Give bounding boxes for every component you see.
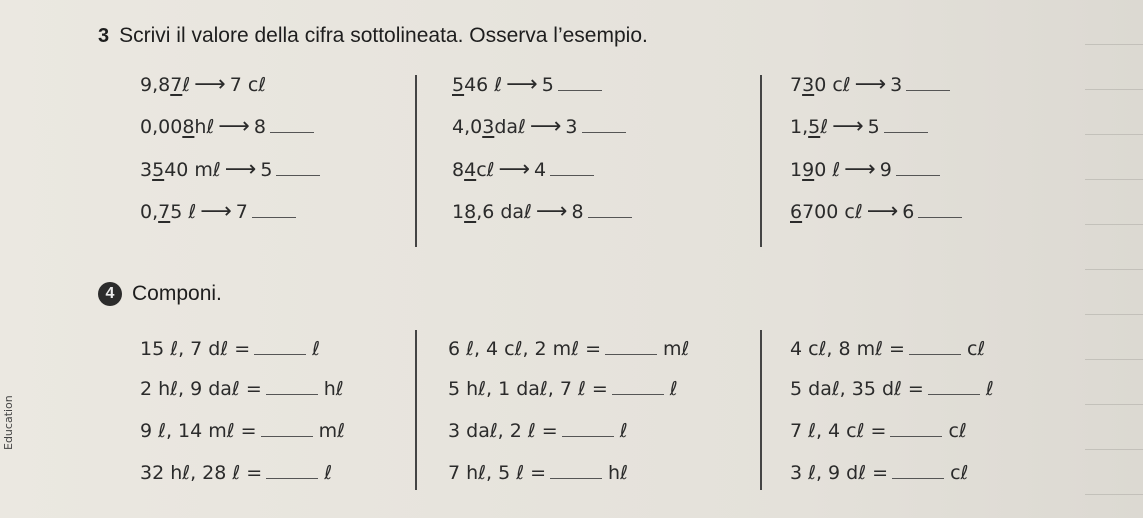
arrow-icon: ⟶ bbox=[506, 72, 538, 97]
item-expression: 7 hℓ, 5 ℓ = bbox=[448, 462, 547, 484]
item-value: 3 bbox=[565, 116, 578, 138]
answer-blank[interactable] bbox=[276, 161, 320, 176]
arrow-icon: ⟶ bbox=[194, 72, 226, 97]
item-suffix: daℓ bbox=[494, 116, 526, 138]
item-prefix: 0, bbox=[140, 201, 159, 223]
answer-blank[interactable] bbox=[928, 380, 980, 395]
item-prefix: 9,8 bbox=[140, 74, 171, 96]
item-unit: mℓ bbox=[318, 420, 345, 442]
underlined-digit: 8 bbox=[464, 201, 477, 223]
item-suffix: cℓ bbox=[476, 159, 495, 181]
arrow-icon: ⟶ bbox=[218, 114, 250, 139]
answer-blank[interactable] bbox=[890, 422, 942, 437]
ex3-item bbox=[140, 72, 266, 97]
item-value: 5 bbox=[260, 159, 273, 181]
answer-blank[interactable] bbox=[918, 203, 962, 218]
item-prefix: 1 bbox=[790, 159, 803, 181]
arrow-icon: ⟶ bbox=[832, 114, 864, 139]
item-value: 3 bbox=[890, 74, 903, 96]
answer-blank[interactable] bbox=[270, 118, 314, 133]
divider-ex4-left bbox=[415, 330, 417, 490]
underlined-digit: 7 bbox=[158, 201, 171, 223]
underlined-digit: 8 bbox=[182, 116, 195, 138]
arrow-icon: ⟶ bbox=[866, 199, 899, 224]
item-unit: cℓ bbox=[950, 462, 969, 484]
item-value: 6 bbox=[902, 201, 915, 223]
answer-blank[interactable] bbox=[550, 464, 602, 479]
ex3-item bbox=[452, 72, 602, 97]
ex4-item bbox=[448, 420, 628, 442]
arrow-icon: ⟶ bbox=[200, 199, 232, 224]
underlined-digit: 4 bbox=[464, 159, 477, 181]
item-suffix: ,6 daℓ bbox=[476, 201, 532, 223]
item-expression: 3 ℓ, 9 dℓ = bbox=[790, 462, 889, 484]
ex3-item bbox=[790, 157, 940, 182]
ex3-item bbox=[452, 114, 626, 139]
underlined-digit: 5 bbox=[808, 116, 821, 138]
answer-blank[interactable] bbox=[558, 76, 602, 91]
item-unit: cℓ bbox=[948, 420, 967, 442]
answer-blank[interactable] bbox=[892, 464, 944, 479]
arrow-icon: ⟶ bbox=[498, 157, 531, 182]
item-suffix: 40 mℓ bbox=[164, 159, 221, 181]
item-expression: 4 cℓ, 8 mℓ = bbox=[790, 338, 905, 360]
ex3-item bbox=[790, 114, 928, 139]
item-expression: 5 hℓ, 1 daℓ, 7 ℓ = bbox=[448, 378, 608, 400]
underlined-digit: 5 bbox=[452, 74, 465, 96]
exercise-3-heading bbox=[98, 24, 648, 48]
ex3-item bbox=[790, 199, 962, 224]
divider-ex3-right bbox=[760, 75, 762, 247]
underlined-digit: 3 bbox=[482, 116, 495, 138]
item-suffix: ℓ bbox=[820, 116, 829, 138]
item-unit: ℓ bbox=[324, 462, 333, 484]
answer-blank[interactable] bbox=[254, 340, 306, 355]
ex4-item bbox=[790, 462, 968, 484]
answer-blank[interactable] bbox=[884, 118, 928, 133]
ex4-item bbox=[790, 420, 967, 442]
underlined-digit: 9 bbox=[802, 159, 815, 181]
item-suffix: 5 ℓ bbox=[170, 201, 197, 223]
answer-blank[interactable] bbox=[261, 422, 313, 437]
exercise-3-title: Scrivi il valore della cifra sottolineata. Osserva l’esempio. bbox=[119, 24, 648, 47]
item-expression: 9 ℓ, 14 mℓ = bbox=[140, 420, 257, 442]
ex3-item bbox=[140, 157, 320, 182]
ex4-item bbox=[140, 462, 332, 484]
ex3-item bbox=[140, 199, 296, 224]
answer-blank[interactable] bbox=[909, 340, 961, 355]
item-unit: hℓ bbox=[323, 378, 344, 400]
item-suffix: 0 cℓ bbox=[814, 74, 851, 96]
arrow-icon: ⟶ bbox=[844, 157, 876, 182]
ex4-item bbox=[140, 338, 320, 360]
item-unit: hℓ bbox=[608, 462, 628, 484]
ex3-item bbox=[452, 157, 594, 182]
arrow-icon: ⟶ bbox=[529, 114, 562, 139]
answer-blank[interactable] bbox=[252, 203, 296, 218]
item-expression: 5 daℓ, 35 dℓ = bbox=[790, 378, 924, 400]
answer-blank[interactable] bbox=[896, 161, 940, 176]
item-value: 7 cℓ bbox=[229, 74, 267, 96]
item-value: 8 bbox=[253, 116, 266, 138]
item-unit: ℓ bbox=[985, 378, 994, 400]
item-expression: 6 ℓ, 4 cℓ, 2 mℓ = bbox=[448, 338, 602, 360]
ex4-item bbox=[140, 378, 344, 400]
ex4-item bbox=[448, 378, 678, 400]
item-prefix: 0,00 bbox=[140, 116, 183, 138]
answer-blank[interactable] bbox=[266, 464, 318, 479]
item-value: 5 bbox=[867, 116, 880, 138]
arrow-icon: ⟶ bbox=[224, 157, 257, 182]
item-expression: 3 daℓ, 2 ℓ = bbox=[448, 420, 558, 442]
item-unit: mℓ bbox=[663, 338, 690, 360]
ex3-item bbox=[790, 72, 950, 97]
item-expression: 15 ℓ, 7 dℓ = bbox=[140, 338, 251, 360]
item-prefix: 4,0 bbox=[452, 116, 483, 138]
item-suffix: hℓ bbox=[194, 116, 215, 138]
item-suffix: 46 ℓ bbox=[464, 74, 503, 96]
ruled-margin bbox=[1085, 0, 1143, 518]
divider-ex3-left bbox=[415, 75, 417, 247]
exercise-4-heading bbox=[98, 282, 222, 306]
arrow-icon: ⟶ bbox=[854, 72, 887, 97]
item-unit: ℓ bbox=[312, 338, 320, 360]
item-expression: 32 hℓ, 28 ℓ = bbox=[140, 462, 263, 484]
item-prefix: 8 bbox=[452, 159, 465, 181]
answer-blank[interactable] bbox=[266, 380, 318, 395]
item-suffix: 0 ℓ bbox=[814, 159, 841, 181]
answer-blank[interactable] bbox=[605, 340, 657, 355]
answer-blank[interactable] bbox=[550, 161, 594, 176]
answer-blank[interactable] bbox=[588, 203, 632, 218]
divider-ex4-right bbox=[760, 330, 762, 490]
item-suffix: ℓ bbox=[182, 74, 191, 96]
underlined-digit: 6 bbox=[790, 201, 803, 223]
answer-blank[interactable] bbox=[612, 380, 664, 395]
exercise-4-number: 4 bbox=[98, 282, 122, 306]
ex4-item bbox=[448, 462, 628, 484]
answer-blank[interactable] bbox=[906, 76, 950, 91]
item-prefix: 7 bbox=[790, 74, 803, 96]
item-value: 9 bbox=[879, 159, 892, 181]
answer-blank[interactable] bbox=[582, 118, 626, 133]
underlined-digit: 7 bbox=[170, 74, 183, 96]
ex3-item bbox=[452, 199, 632, 224]
ex4-item bbox=[790, 338, 985, 360]
item-unit: ℓ bbox=[669, 378, 678, 400]
item-suffix: 700 cℓ bbox=[802, 201, 863, 223]
item-prefix: 3 bbox=[140, 159, 153, 181]
exercise-4-title: Componi. bbox=[132, 282, 222, 305]
item-value: 8 bbox=[571, 201, 584, 223]
item-expression: 2 hℓ, 9 daℓ = bbox=[140, 378, 262, 400]
ex4-item bbox=[790, 378, 994, 400]
item-value: 7 bbox=[235, 201, 248, 223]
exercise-3-number: 3 bbox=[98, 24, 110, 47]
side-label: Education bbox=[2, 395, 15, 450]
answer-blank[interactable] bbox=[562, 422, 614, 437]
item-value: 4 bbox=[534, 159, 547, 181]
ex4-item bbox=[140, 420, 345, 442]
underlined-digit: 5 bbox=[152, 159, 165, 181]
underlined-digit: 3 bbox=[802, 74, 815, 96]
item-prefix: 1, bbox=[790, 116, 809, 138]
ex4-item bbox=[448, 338, 689, 360]
item-prefix: 1 bbox=[452, 201, 465, 223]
item-value: 5 bbox=[541, 74, 554, 96]
item-expression: 7 ℓ, 4 cℓ = bbox=[790, 420, 887, 442]
item-unit: cℓ bbox=[966, 338, 986, 360]
ex3-item bbox=[140, 114, 314, 139]
arrow-icon: ⟶ bbox=[535, 199, 568, 224]
item-unit: ℓ bbox=[619, 420, 628, 442]
